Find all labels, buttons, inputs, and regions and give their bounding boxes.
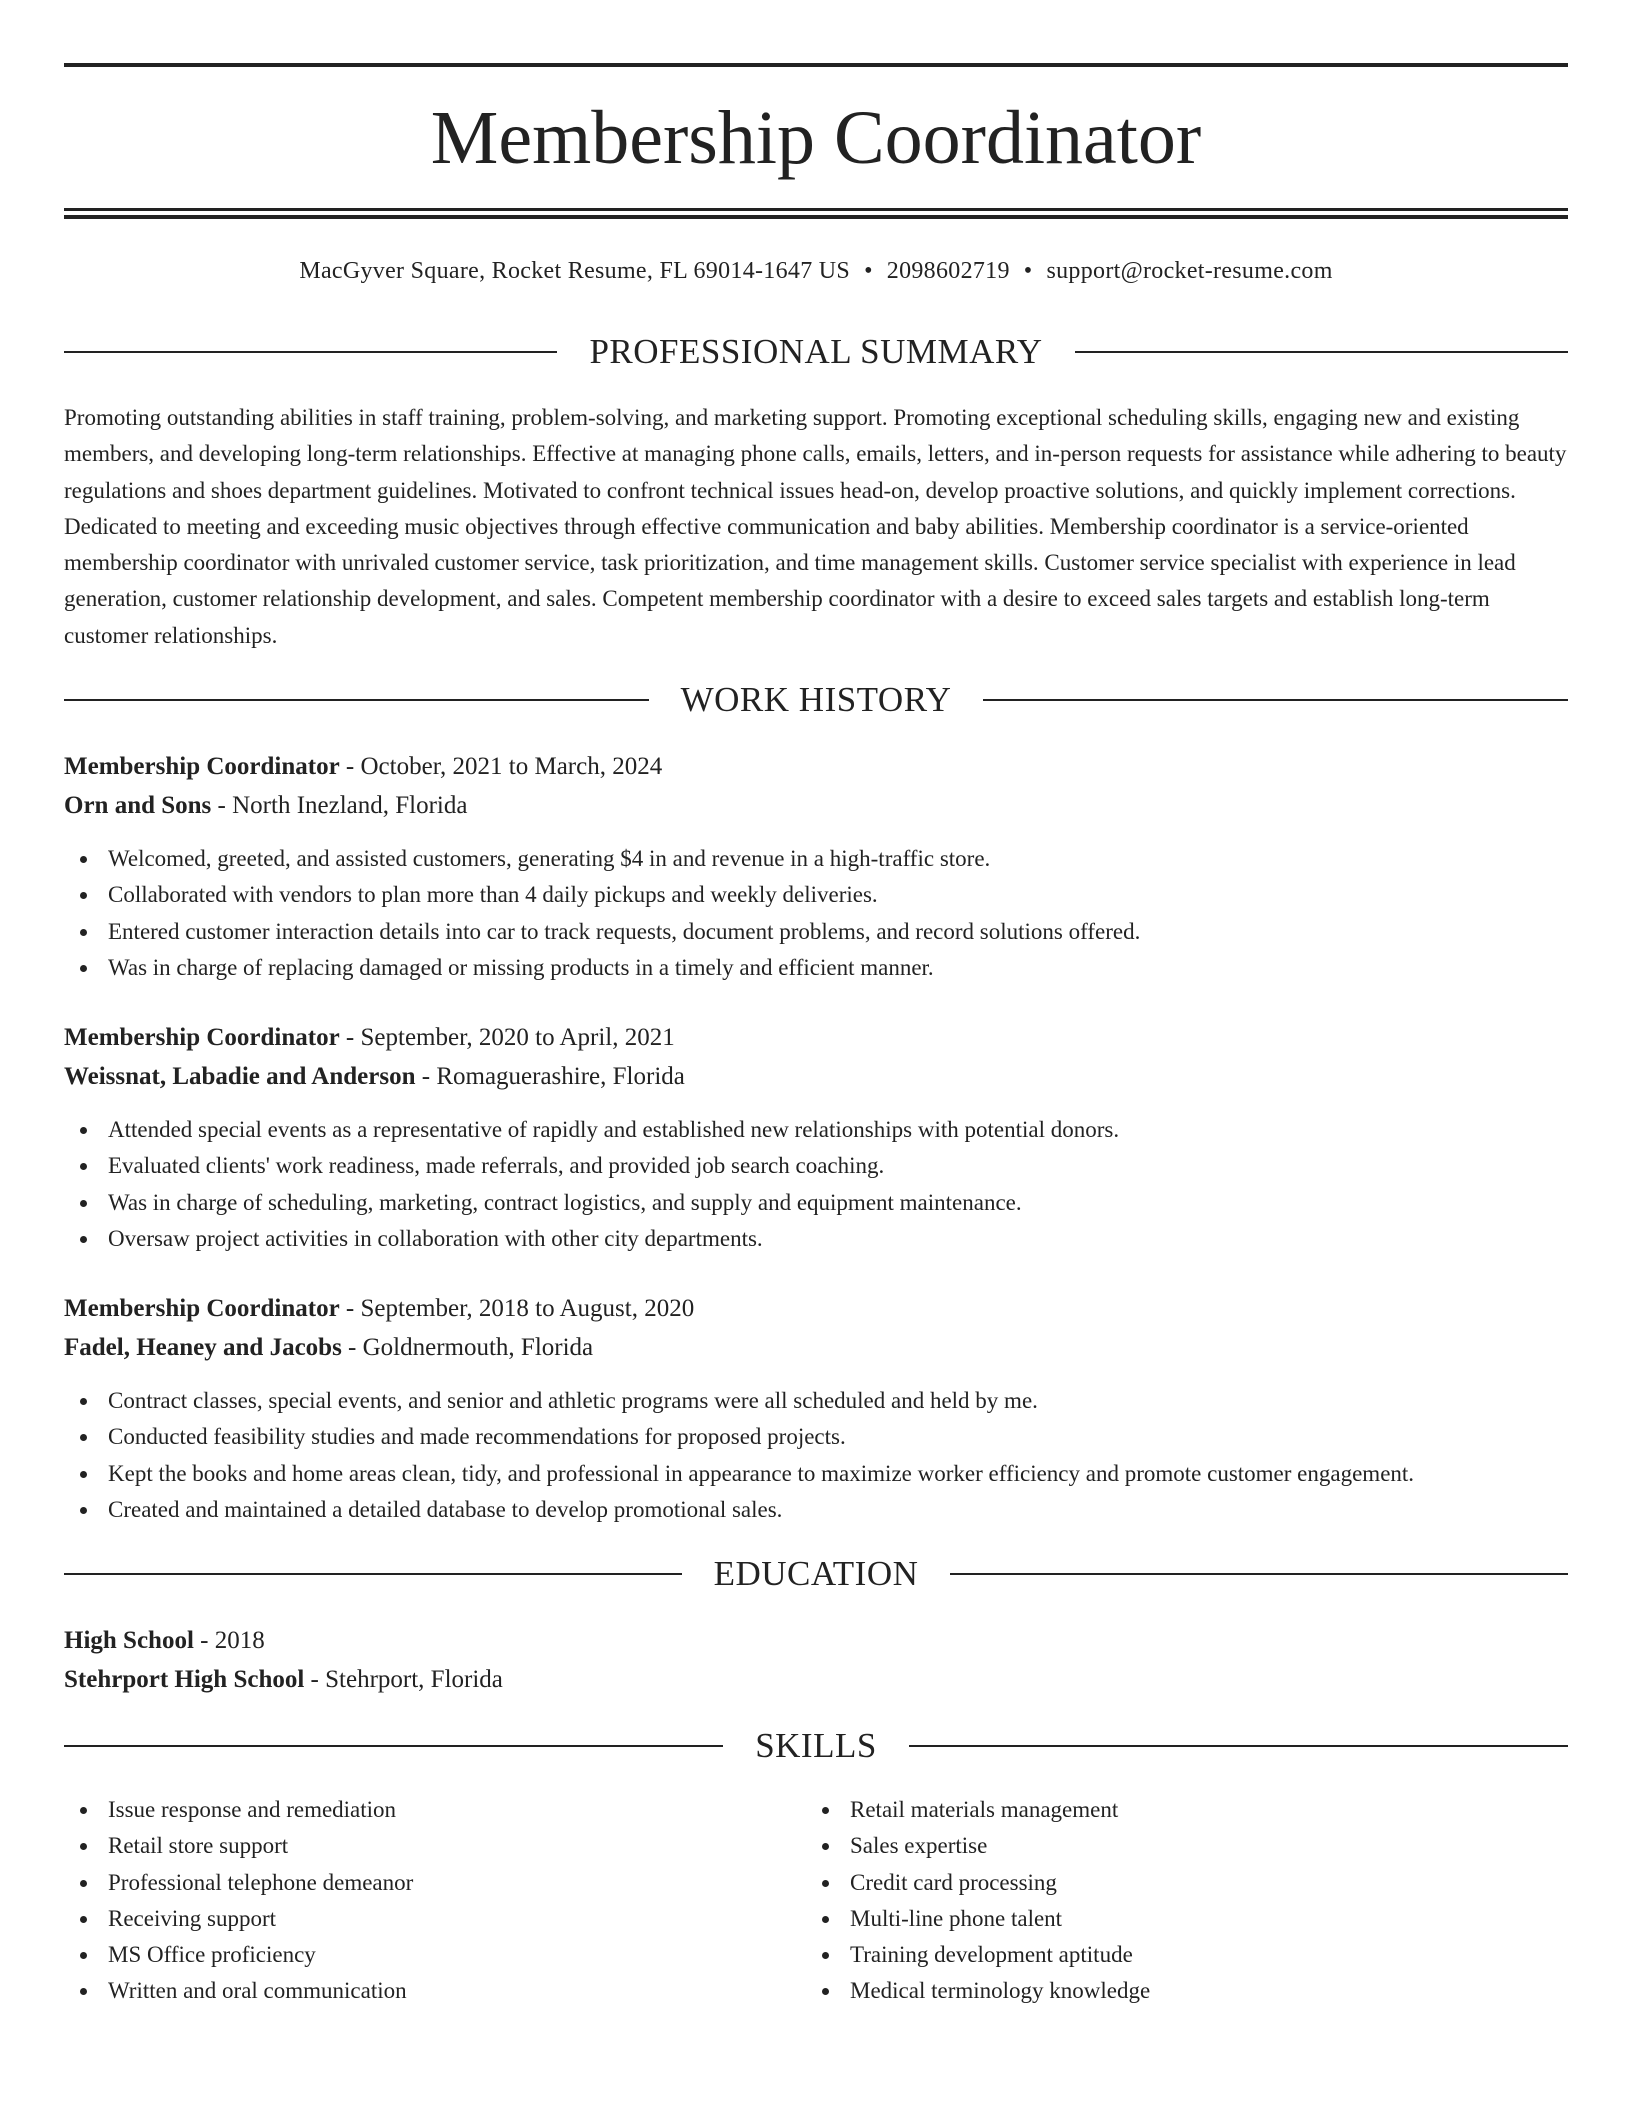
job-company: Weissnat, Labadie and Anderson (64, 1063, 416, 1090)
education-school-line (64, 1661, 1568, 1699)
education-entry (64, 1622, 1568, 1699)
section-rule-left (64, 699, 649, 701)
skill-item: Retail materials management (806, 1792, 1546, 1828)
skill-item: Written and oral communication (64, 1973, 804, 2009)
section-title: SKILLS (755, 1726, 877, 1765)
education-school: Stehrport High School (64, 1666, 305, 1693)
skill-item: Sales expertise (806, 1828, 1546, 1864)
job-title: Membership Coordinator (64, 753, 340, 780)
job-title: Membership Coordinator (64, 1295, 340, 1322)
skills-list (64, 1792, 804, 2010)
job-entry (64, 748, 1568, 986)
section-title: WORK HISTORY (680, 680, 952, 719)
section-rule-left (64, 1573, 682, 1575)
skills-column-left (64, 1792, 804, 2010)
contact-address: MacGyver Square, Rocket Resume, FL 69014-1647 US (299, 258, 851, 284)
list-item: Was in charge of scheduling, marketing, contract logistics, and supply and equipment maintenance. (64, 1185, 1568, 1221)
list-item: Evaluated clients' work readiness, made referrals, and provided job search coaching. (64, 1148, 1568, 1184)
skill-item: Training development aptitude (806, 1937, 1546, 1973)
section-rule-right (1075, 351, 1568, 353)
skill-item: Multi-line phone talent (806, 1901, 1546, 1937)
job-title-line (64, 1019, 1568, 1057)
job-dates: - September, 2018 to August, 2020 (339, 1295, 695, 1322)
education-degree-line (64, 1622, 1568, 1660)
job-company-line (64, 1329, 1568, 1367)
job-company-line (64, 787, 1568, 825)
job-bullets (64, 1383, 1568, 1528)
job-title-line (64, 1290, 1568, 1328)
education-year: - 2018 (193, 1627, 265, 1654)
skill-item: Retail store support (64, 1828, 804, 1864)
section-rule-right (983, 699, 1568, 701)
skill-item: Medical terminology knowledge (806, 1973, 1546, 2009)
skill-item: MS Office proficiency (64, 1937, 804, 1973)
job-company: Orn and Sons (64, 792, 212, 819)
header-top-rule (64, 63, 1568, 67)
section-heading-education (64, 1552, 1568, 1596)
list-item: Was in charge of replacing damaged or missing products in a timely and efficient manner. (64, 950, 1568, 986)
skill-item: Issue response and remediation (64, 1792, 804, 1828)
contact-email: support@rocket-resume.com (1046, 258, 1333, 284)
skill-item: Credit card processing (806, 1865, 1546, 1901)
job-dates: - October, 2021 to March, 2024 (339, 753, 663, 780)
job-location: - North Inezland, Florida (211, 792, 468, 819)
section-heading-summary (64, 330, 1568, 374)
job-title: Membership Coordinator (64, 1024, 340, 1051)
list-item: Welcomed, greeted, and assisted customers, generating $4 in and revenue in a high-traffic store. (64, 841, 1568, 877)
skill-item: Professional telephone demeanor (64, 1865, 804, 1901)
header-double-rule-upper (64, 208, 1568, 211)
section-rule-right (950, 1573, 1568, 1575)
job-title-line (64, 748, 1568, 786)
resume-name: Membership Coordinator (430, 96, 1202, 180)
skills-column-right (806, 1792, 1546, 2010)
list-item: Oversaw project activities in collaboration with other city departments. (64, 1221, 1568, 1257)
education-degree: High School (64, 1627, 194, 1654)
section-rule-left (64, 351, 557, 353)
skill-item: Receiving support (64, 1901, 804, 1937)
job-location: - Romaguerashire, Florida (415, 1063, 685, 1090)
list-item: Kept the books and home areas clean, tidy, and professional in appearance to maximize worker efficiency and promote customer engagement. (64, 1456, 1568, 1492)
job-dates: - September, 2020 to April, 2021 (339, 1024, 675, 1051)
skills-list (806, 1792, 1546, 2010)
job-bullets (64, 1112, 1568, 1257)
list-item: Entered customer interaction details into car to track requests, document problems, and record solutions offered. (64, 914, 1568, 950)
section-heading-work-history (64, 678, 1568, 722)
list-item: Conducted feasibility studies and made recommendations for proposed projects. (64, 1419, 1568, 1455)
list-item: Created and maintained a detailed database to develop promotional sales. (64, 1492, 1568, 1528)
summary-text: Promoting outstanding abilities in staff training, problem-solving, and marketing support. Promoting exceptional scheduling skills, engaging new and existing members, and developing long-term relationships. Effective at managing phone calls, emails, letters, and in-person requests for assistance while adhering to beauty regulations and shoes department guidelines. Motivated to confront technical issues head-on, develop proactive solutions, and quickly implement corrections. Dedicated to meeting and exceeding music objectives through effective communication and baby abilities. Membership coordinator is a service-oriented membership coordinator with unrivaled customer service, task prioritization, and time management skills. Customer service specialist with experience in lead generation, customer relationship development, and sales. Competent membership coordinator with a desire to exceed sales targets and establish long-term customer relationships. (64, 405, 1567, 648)
education-location: - Stehrport, Florida (304, 1666, 503, 1693)
contact-line (64, 254, 1568, 288)
job-location: - Goldnermouth, Florida (341, 1334, 594, 1361)
job-entry (64, 1290, 1568, 1528)
section-title: EDUCATION (713, 1554, 919, 1593)
contact-separator: • (864, 258, 873, 284)
section-rule-left (64, 1745, 723, 1747)
contact-separator: • (1023, 258, 1033, 284)
job-company: Fadel, Heaney and Jacobs (64, 1334, 342, 1361)
list-item: Attended special events as a representative of rapidly and established new relationships with potential donors. (64, 1112, 1568, 1148)
header-double-rule-lower (64, 215, 1568, 219)
list-item: Contract classes, special events, and senior and athletic programs were all scheduled and held by me. (64, 1383, 1568, 1419)
section-rule-right (909, 1745, 1568, 1747)
section-heading-skills (64, 1724, 1568, 1768)
job-company-line (64, 1058, 1568, 1096)
contact-phone: 2098602719 (886, 258, 1010, 284)
list-item: Collaborated with vendors to plan more than 4 daily pickups and weekly deliveries. (64, 877, 1568, 913)
section-title: PROFESSIONAL SUMMARY (589, 332, 1043, 371)
job-bullets (64, 841, 1568, 986)
job-entry (64, 1019, 1568, 1257)
